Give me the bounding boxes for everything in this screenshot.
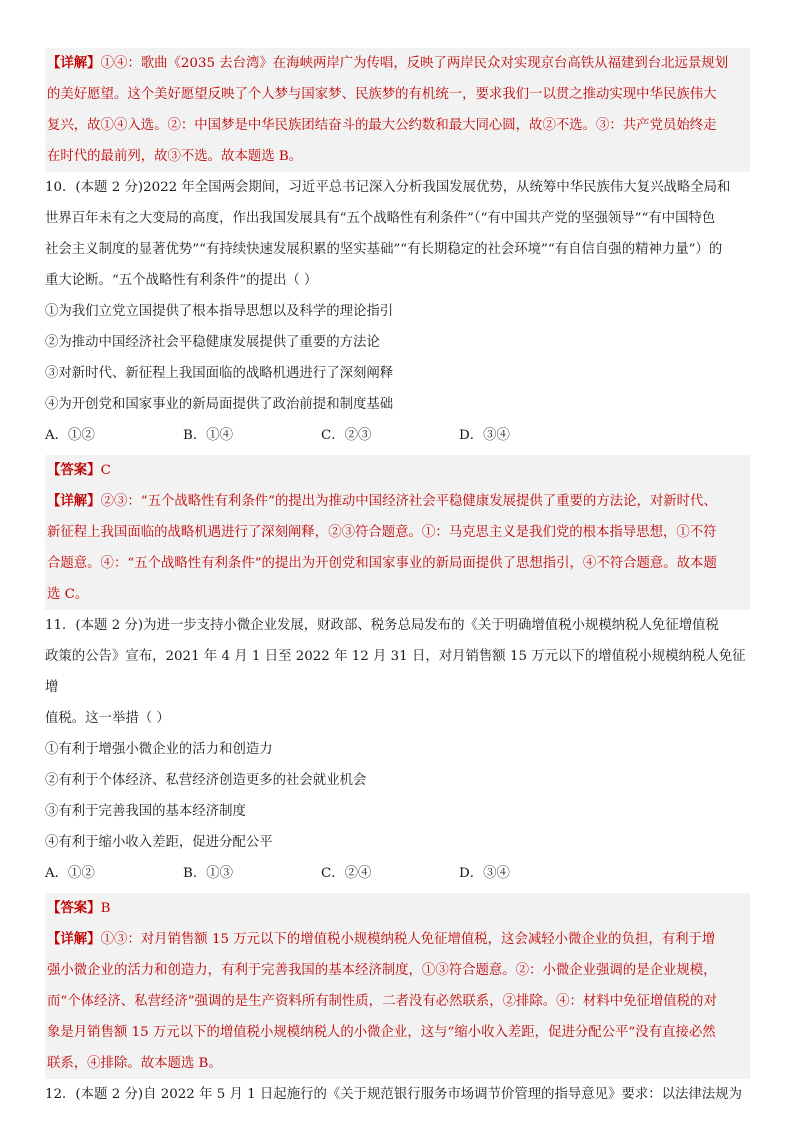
q10-stem-line-1: 10．(本题 2 分)2022 年全国两会期间，习近平总书记深入分析我国发展优势，从统筹中华民族伟大复兴战略全局和	[45, 180, 731, 195]
q11-option-d: D．③④	[459, 866, 510, 881]
q11-item-2: ②有利于个体经济、私营经济创造更多的社会就业机会	[45, 773, 367, 788]
question-10	[45, 172, 750, 451]
q11-option-b: B．①③	[183, 866, 234, 881]
q10-item-3: ③对新时代、新征程上我国面临的战略机遇进行了深刻阐释	[45, 366, 394, 381]
q10-explain-line-2: 新征程上我国面临的战略机遇进行了深刻阐释，②③符合题意。①：马克思主义是我们党的根本指导思想，①不符	[47, 525, 717, 540]
q11-item-1: ①有利于增强小微企业的活力和创造力	[45, 742, 273, 757]
q12-stem-line-1: 12．(本题 2 分)自 2022 年 5 月 1 日起施行的《关于规范银行服务市场调节价管理的指导意见》要求：以法律法规为	[45, 1087, 742, 1102]
q11-options	[45, 858, 750, 889]
question-12	[45, 1079, 750, 1110]
q10-explain-line-4: 选 C。	[47, 587, 89, 602]
explain-tag: 【详解】	[47, 55, 101, 71]
q10-option-d: D．③④	[459, 428, 510, 443]
q11-explain-line-3: 而“个体经济、私营经济”强调的是生产资料所有制性质，二者没有必然联系，②排除。④：材料中免征增值税的对	[47, 994, 717, 1009]
question-11	[45, 610, 750, 889]
q10-option-a: A．①②	[45, 428, 95, 443]
q10-option-c: C．②③	[321, 428, 372, 443]
q9-explain-line-4: 在时代的最前列，故③不选。故本题选 B。	[47, 149, 303, 164]
q9-explain-line-3: 复兴，故①④入选。②：中国梦是中华民族团结奋斗的最大公约数和最大同心圆，故②不选。③：共产党员始终走	[47, 118, 717, 133]
q11-stem-line-3: 值税。这一举措（ ）	[45, 711, 170, 726]
q10-explain-line-3: 合题意。④：“五个战略性有利条件”的提出为开创党和国家事业的新局面提供了思想指引，④不符合题意。故本题	[47, 556, 717, 571]
q11-option-c: C．②④	[321, 866, 372, 881]
q10-option-b: B．①④	[183, 428, 234, 443]
q9-explain-line-1: 【详解】①④：歌曲《2035 去台湾》在海峡两岸广为传唱，反映了两岸民众对实现京台高铁从福建到台北远景规划	[47, 55, 729, 71]
q10-item-2: ②为推动中国经济社会平稳健康发展提供了重要的方法论	[45, 335, 380, 350]
q10-stem-line-4: 重大论断。“五个战略性有利条件”的提出（ ）	[45, 273, 318, 288]
q9-explain-line-2: 的美好愿望。这个美好愿望反映了个人梦与国家梦、民族梦的有机统一，要求我们一以贯之推动实现中华民族伟大	[47, 87, 717, 102]
q10-item-4: ④为开创党和国家事业的新局面提供了政治前提和制度基础	[45, 397, 394, 412]
q11-option-a: A．①②	[45, 866, 95, 881]
q11-explain-line-1: 【详解】①③：对月销售额 15 万元以下的增值税小规模纳税人免征增值税，这会减轻小微企业的负担，有利于增	[47, 931, 716, 947]
q10-item-1: ①为我们立党立国提供了根本指导思想以及科学的理论指引	[45, 304, 394, 319]
q11-answer: 【答案】B	[47, 900, 111, 916]
q11-stem-line-2: 政策的公告》宣布，2021 年 4 月 1 日至 2022 年 12 月 31 日，对月销售额 15 万元以下的增值税小规模纳税人免征增	[45, 649, 746, 695]
q10-explain-line-1: 【详解】②③：“五个战略性有利条件”的提出为推动中国经济社会平稳健康发展提供了重要的方法论，对新时代、	[47, 493, 717, 509]
q10-stem-line-2: 世界百年未有之大变局的高度，作出我国发展具有“五个战略性有利条件”（“有中国共产党的坚强领导”“有中国特色	[45, 211, 716, 226]
q11-answer-box	[45, 893, 750, 1079]
q11-stem-line-1: 11．(本题 2 分)为进一步支持小微企业发展，财政部、税务总局发布的《关于明确增值税小规模纳税人免征增值税	[45, 618, 719, 633]
q10-options	[45, 420, 750, 451]
q11-explain-line-4: 象是月销售额 15 万元以下的增值税小规模纳税人的小微企业，这与“缩小收入差距，促进分配公平”没有直接必然	[47, 1025, 716, 1040]
q10-answer: 【答案】C	[47, 462, 111, 478]
q10-answer-box	[45, 455, 750, 610]
q10-stem-line-3: 社会主义制度的显著优势”“有持续快速发展积累的坚实基础”“有长期稳定的社会环境”“有自信自强的精神力量”）的	[45, 242, 723, 257]
q11-explain-line-5: 联系，④排除。故本题选 B。	[47, 1056, 222, 1071]
q9-explanation	[45, 48, 750, 172]
q11-item-4: ④有利于缩小收入差距，促进分配公平	[45, 835, 273, 850]
q11-item-3: ③有利于完善我国的基本经济制度	[45, 804, 246, 819]
exam-page	[45, 48, 750, 1110]
q11-explain-line-2: 强小微企业的活力和创造力，有利于完善我国的基本经济制度，①③符合题意。②：小微企业强调的是企业规模，	[47, 963, 717, 978]
